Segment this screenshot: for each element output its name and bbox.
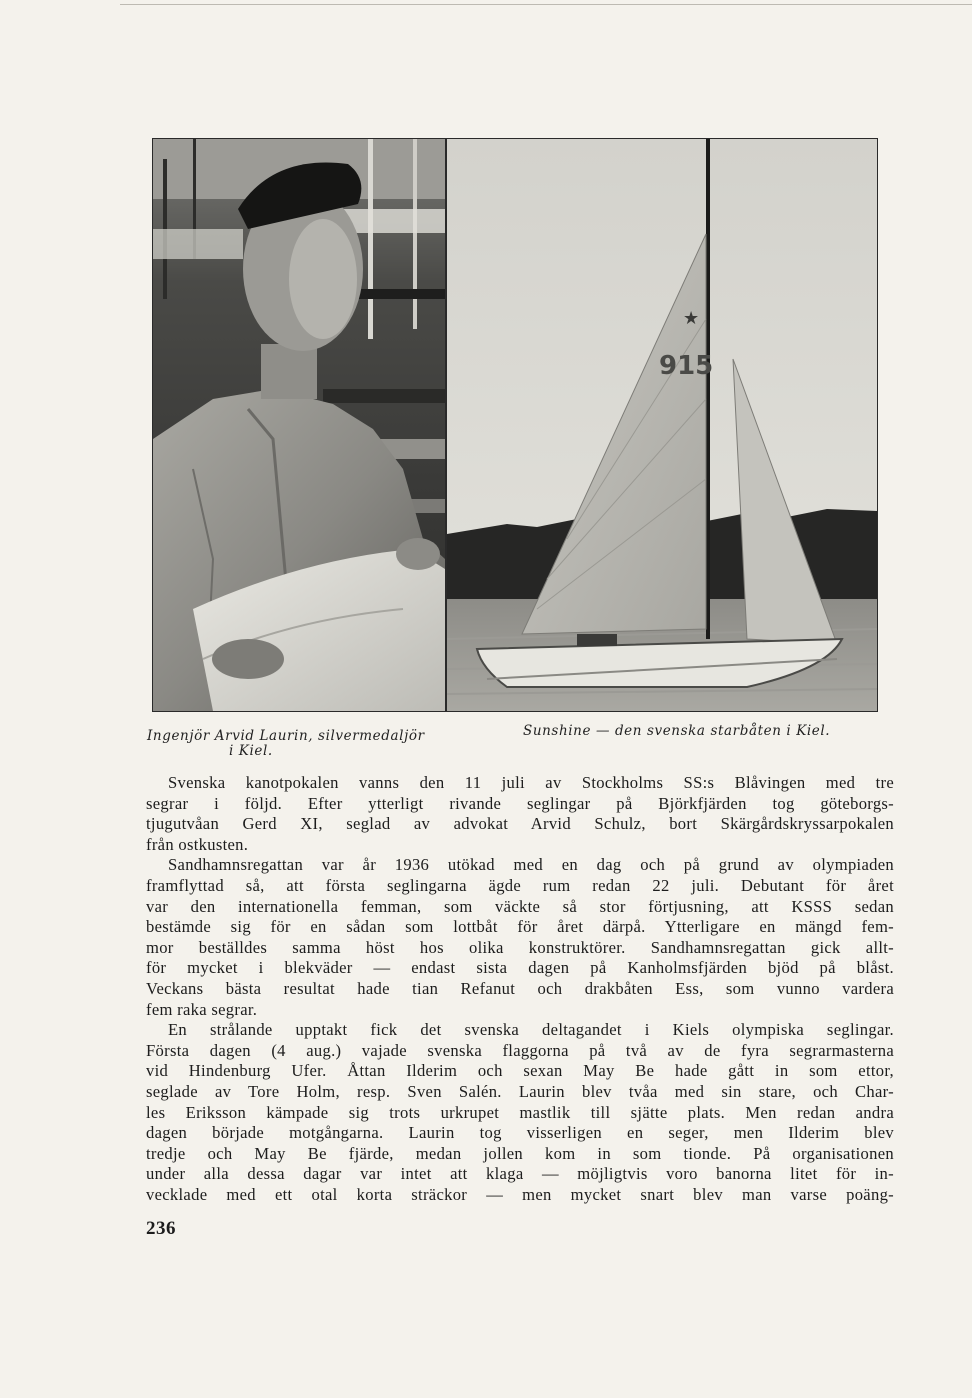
top-edge-line [120,4,972,5]
body-line: var den internationella femman, som väckte så stor förtjusning, att KSSS sedan [146,896,894,916]
body-line: seglade av Tore Holm, resp. Sven Salén. Laurin blev tvåa med sin stare, och Char- [146,1081,894,1101]
star-icon: ★ [683,308,700,329]
portrait-photo-image [153,139,445,711]
body-line: tjugutvåan Gerd XI, seglad av advokat Arvid Schulz, bort Skärgårdskryssarpokalen [146,814,894,834]
photo-sunshine-starboat [446,138,878,712]
body-line: mor beställdes samma höst hos olika konstruktörer. Sandhamnsregattan gick allt- [146,937,894,957]
article-body [146,773,894,1205]
caption-left-line1: Ingenjör Arvid Laurin, silvermedaljör [147,728,425,744]
caption-left [147,729,447,759]
body-line: för mycket i blekväder — endast sista dagen på Kanholmsfjärden bjöd på blåst. [146,958,894,978]
body-line: Sandhamnsregattan var år 1936 utökad med en dag och på grund av olympiaden [168,855,894,875]
body-line: vid Hindenburg Ufer. Åttan Ilderim och sexan May Be hade gått in som ettor, [146,1061,894,1081]
body-line: från ostkusten. [146,834,249,854]
body-line: fem raka segrar. [146,999,258,1019]
body-line: under alla dessa dagar var intet att klaga — möjligtvis voro banorna litet för in- [146,1164,894,1184]
body-line: vecklade med ett otal korta sträckor — men mycket snart blev man varse poäng- [146,1184,894,1204]
sail-number: 915 [659,351,714,381]
body-line: Veckans bästa resultat hade tian Refanut och drakbåten Ess, som vunno vardera [146,978,894,998]
body-line: Första dagen (4 aug.) vajade svenska flaggorna på två av de fyra segrarmasterna [146,1040,894,1060]
body-line: framflyttad så, att första seglingarna ägde rum redan 22 juli. Debutant för året [146,875,894,895]
body-line: dagen började motgångarna. Laurin tog visserligen en seger, men Ilderim blev [146,1123,894,1143]
body-line: segrar i följd. Efter ytterligt rivande seglingar på Björkfjärden tog göteborgs- [146,793,894,813]
body-line: les Eriksson kämpade sig trots urkrupet mastlik till sjätte plats. Men redan andra [146,1102,894,1122]
page-number: 236 [146,1218,176,1239]
body-line: En strålande upptakt fick det svenska deltagandet i Kiels olympiska seglingar. [168,1020,894,1040]
body-line: tredje och May Be fjärde, medan jollen kom in som tionde. På organisationen [146,1143,894,1163]
photo-arvid-laurin [152,138,446,712]
caption-right: Sunshine — den svenska starbåten i Kiel. [523,723,831,739]
body-line: bestämde sig för en sådan som lottbåt för året därpå. Ytterligare en mängd fem- [146,917,894,937]
body-line: Svenska kanotpokalen vanns den 11 juli av Stockholms SS:s Blåvingen med tre [168,773,894,792]
caption-left-line2: i Kiel. [229,743,273,759]
sailboat-photo-image [447,139,877,711]
